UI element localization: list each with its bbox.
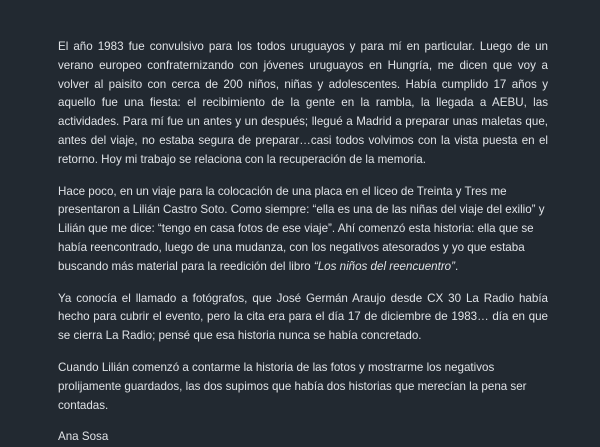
article-body — [58, 38, 548, 447]
paragraph-2-end: . — [454, 259, 459, 273]
paragraph-2-text: Hace poco, en un viaje para la colocación de una placa en el liceo de Treinta y Tres me presentaron a Lilián Castro Soto. Como siempre: “ella es una de las niñas del viaje del exilio” y Lilián que me dice: “tengo en casa fotos de ese viaje”. Ahí comenzó esta historia: ella que se había reencontrado, luego de una mudanza, con los negativos atesorados y yo que estaba buscando más material para la reedición del libro — [58, 184, 545, 273]
paragraph-4: Cuando Lilián comenzó a contarme la historia de las fotos y mostrarme los negativos prolijamente guardados, las dos supimos que había dos historias que merecían la pena ser contadas. — [58, 360, 527, 412]
author-signature: Ana Sosa — [58, 430, 109, 444]
paragraph-1: El año 1983 fue convulsivo para los todos uruguayos y para mí en particular. Luego de un verano europeo confraternizando con jóvenes uruguayos en Hungría, me dicen que voy a volver al paisito con cerca de 200 niños, niñas y adolescentes. Había cumplido 17 años y aquello fue una fiesta: el recibimiento de la gente en la rambla, la llegada a AEBU, las actividades. Para mí fue un antes y un después; llegué a Madrid a preparar unas maletas que, antes del viaje, no estaba segura de preparar…casi todos volvimos con la vista puesta en el retorno. Hoy mi trabajo se relaciona con la recuperación de la memoria. — [58, 40, 548, 166]
paragraph-2 — [58, 183, 548, 277]
book-title: “Los niños del reencuentro” — [313, 259, 455, 273]
paragraph-3: Ya conocía el llamado a fotógrafos, que José Germán Araujo desde CX 30 La Radio había hecho para cubrir el evento, pero la cita era para el día 17 de diciembre de 1983… día en que se cierra La Radio; pensé que esa historia nunca se había concretado. — [58, 291, 548, 343]
